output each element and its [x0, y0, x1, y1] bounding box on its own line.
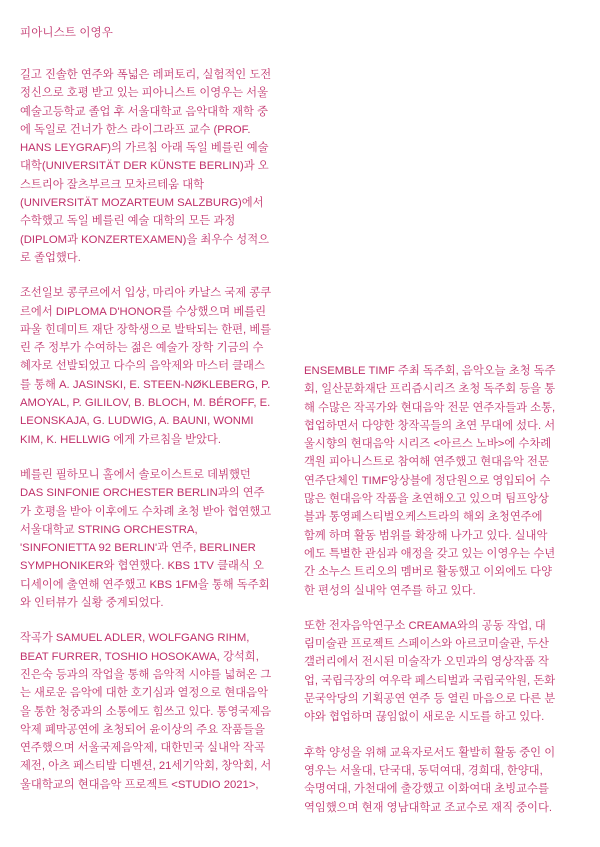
paragraph: 베를린 필하모니 홀에서 솔로이스트로 데뷔했던 DAS SINFONIE ORCHESTER BERLIN과의 연주가 호평을 받아 이후에도 수차례 초청 받아 협연했고 서울대학교 STRING ORCHESTRA, 'SINFONIETTA 92 BERLIN'과 연주, BERLINER SYMPHONIKER와 협연했다. KBS 1TV 클래식 오디세이에 출연해 연주했고 KBS 1FM을 통해 독주회와 인터뷰가 실황 중계되었다.: [20, 468, 272, 610]
page-title: 피아니스트 이영우: [20, 27, 113, 39]
two-column-layout: [20, 66, 580, 817]
paragraph: ENSEMBLE TIMF 주최 독주회, 음악오늘 초청 독주회, 일산문화재단 프리즘시리즈 초청 독주회 등을 통해 수많은 작곡가와 현대음악 전문 연주자들과 소통, 협업하면서 다양한 창작곡들의 초연 무대에 섰다. 서울시향의 현대음악 시리즈 <아르스 노바>에 수차례 객원 피아니스트로 참여해 연주했고 현대음악 전문연주단체인 TIMF앙상블에 정단원으로 영입되어 수많은 현대음악 작품을 초연해오고 있으며 팀프앙상블과 통영페스티벌오케스트라의 해외 초청연주에 함께 하며 활동 범위를 확장해 나가고 있다. 실내악에도 특별한 관심과 애정을 갖고 있는 이영우는 수년간 소누스 트리오의 멤버로 활동했고 이외에도 다양한 편성의 실내악 연주를 하고 있다.: [304, 365, 556, 597]
left-column: [20, 66, 272, 794]
paragraph: 작곡가 SAMUEL ADLER, WOLFGANG RIHM, BEAT FURRER, TOSHIO HOSOKAWA, 강석희, 진은숙 등과의 작업을 통해 음악적 시야를 넓혀온 그는 새로운 음악에 대한 호기심과 열정으로 현대음악을 통한 청중과의 소통에도 힘쓰고 있다. 통영국제음악제 폐막공연에 초청되어 윤이상의 주요 작품들을 연주했으며 서울국제음악제, 대한민국 실내악 작곡제전, 아츠 페스티발 디벤션, 21세기악회, 창악회, 서울대학교의 현대음악 프로젝트 <STUDIO 2021>,: [20, 632, 272, 791]
paragraph: 후학 양성을 위해 교육자로서도 활발히 활동 중인 이영우는 서울대, 단국대, 동덕여대, 경희대, 한양대, 숙명여대, 가천대에 출강했고 이화여대 초빙교수를 역임했으며 현재 영남대학교 조교수로 재직 중이다.: [304, 746, 556, 814]
right-column: [304, 66, 556, 817]
paragraph: 조선일보 콩쿠르에서 입상, 마리아 카날스 국제 콩쿠르에서 DIPLOMA D'HONOR를 수상했으며 베를린 파울 힌데미트 재단 장학생으로 발탁되는 한편, 베를린 주 정부가 수여하는 젊은 예술가 장학 기금의 수혜자로 선발되었고 다수의 음악제와 마스터 클래스를 통해 A. JASINSKI, E. STEEN-NØKLEBERG, P. AMOYAL, P. GILILOV, B. BLOCH, M. BÉROFF, E. LEONSKAJA, G. LUDWIG, A. BAUNI, WONMI KIM, K. HELLWIG 에게 가르침을 받았다.: [20, 287, 272, 446]
paragraph: 길고 진솔한 연주와 폭넓은 레퍼토리, 실험적인 도전 정신으로 호평 받고 있는 피아니스트 이영우는 서울예술고등학교 졸업 후 서울대학교 음악대학 재학 중에 독일로 건너가 한스 라이그라프 교수 (PROF. HANS LEYGRAF)의 가르침 아래 독일 베를린 예술 대학(UNIVERSITÄT DER KÜNSTE BERLIN)과 오스트리아 잘츠부르크 모차르테움 대학 (UNIVERSITÄT MOZARTEUM SALZBURG)에서 수학했고 독일 베를린 예술 대학의 모든 과정(DIPLOM과 KONZERTEXAMEN)을 최우수 성적으로 졸업했다.: [20, 69, 272, 264]
paragraph: 또한 전자음악연구소 CREAMA와의 공동 작업, 대림미술관 프로젝트 스페이스와 아르코미술관, 두산갤러리에서 전시된 미술작가 오민과의 영상작품 작업, 국립극장의 여우락 페스티벌과 국립국악원, 돈화문국악당의 기획공연 연주 등 열린 마음으로 다른 분야와 협업하며 끊임없이 새로운 시도를 하고 있다.: [304, 619, 556, 724]
